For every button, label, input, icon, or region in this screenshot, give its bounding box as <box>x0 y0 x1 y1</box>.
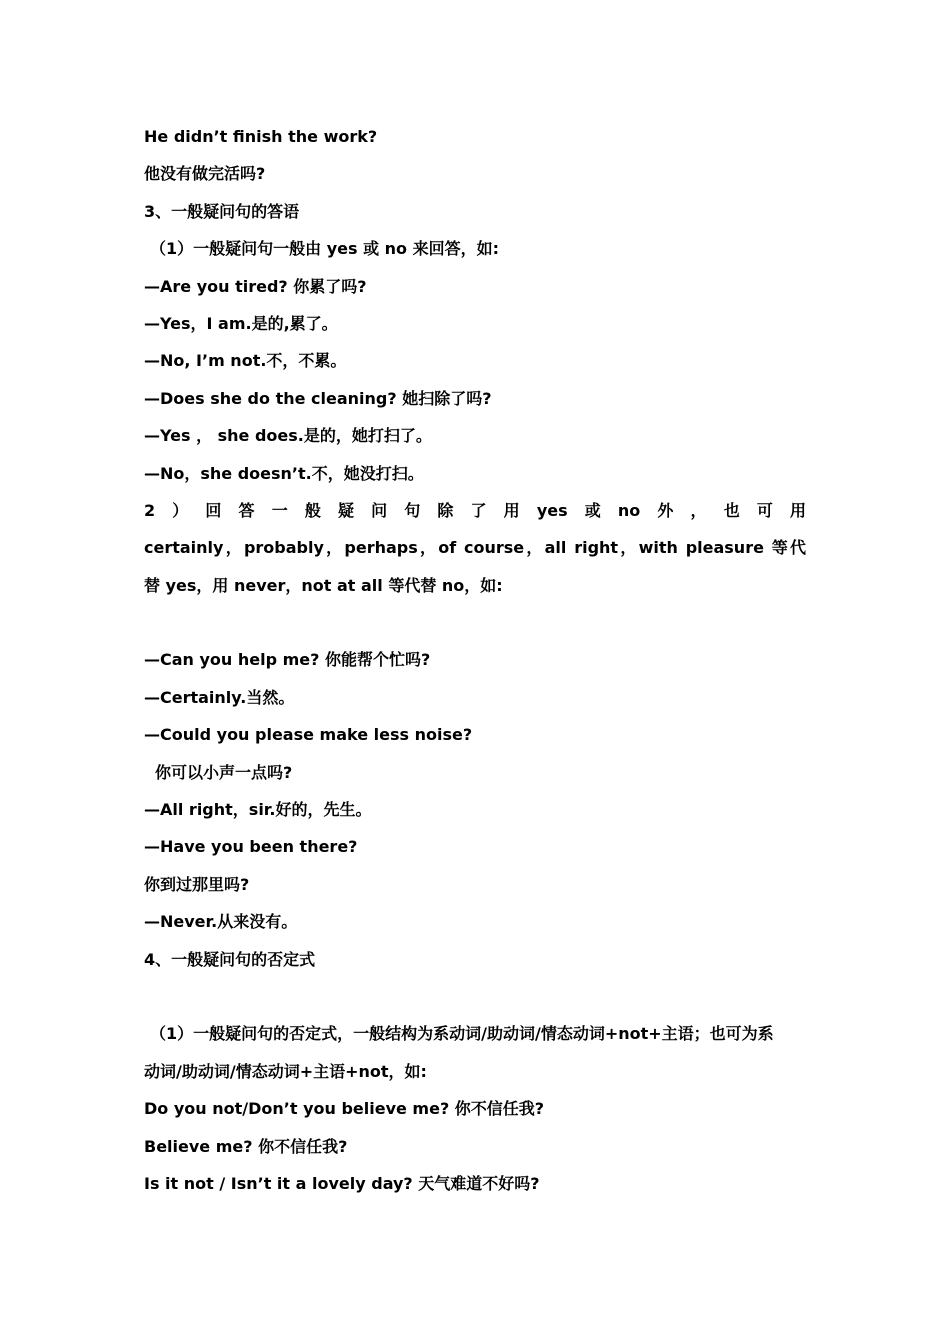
example-line: Believe me? 你不信任我? <box>144 1136 348 1156</box>
dialogue-line: —No，she doesn’t.不，她没打扫。 <box>144 463 424 483</box>
example-line: Do you not/Don’t you believe me? 你不信任我? <box>144 1099 545 1119</box>
dialogue-line: 你可以小声一点吗? <box>155 762 293 782</box>
dialogue-line: 你到过那里吗? <box>144 874 250 894</box>
dialogue-line: —Yes，I am.是的,累了。 <box>144 313 338 333</box>
dialogue-line: —No, I’m not.不，不累。 <box>144 351 347 371</box>
dialogue-line: —Never.从来没有。 <box>144 912 298 932</box>
dialogue-line: —Yes ， she does.是的，她打扫了。 <box>144 426 432 446</box>
text-line: 他没有做完活吗? <box>144 164 266 184</box>
justified-text-line: 2 ） 回 答 一 般 疑 问 句 除 了 用 yes 或 no 外 ， 也 可 用 <box>144 500 806 520</box>
dialogue-line: —Are you tired? 你累了吗? <box>144 276 367 296</box>
dialogue-line: —Certainly.当然。 <box>144 687 295 707</box>
text-line: certainly，probably，perhaps，of course，all right，with pleasure 等代 <box>144 538 806 558</box>
document-page <box>144 118 806 1202</box>
text-line: （1）一般疑问句的否定式，一般结构为系动词/助动词/情态动词+not+主语；也可为系 <box>150 1024 774 1044</box>
text-line: （1）一般疑问句一般由 yes 或 no 来回答，如: <box>150 239 500 259</box>
dialogue-line: —Could you please make less noise? <box>144 725 473 745</box>
text-line: He didn’t finish the work? <box>144 127 378 146</box>
blank-line <box>144 978 806 1015</box>
section-heading: 3、一般疑问句的答语 <box>144 201 300 221</box>
blank-line <box>144 604 806 641</box>
text-line: 动词/助动词/情态动词+主语+not，如: <box>144 1061 427 1081</box>
dialogue-line: —All right，sir.好的，先生。 <box>144 800 372 820</box>
example-line: Is it not / Isn’t it a lovely day? 天气难道不好吗? <box>144 1173 540 1193</box>
dialogue-line: —Can you help me? 你能帮个忙吗? <box>144 650 431 670</box>
dialogue-line: —Have you been there? <box>144 837 358 857</box>
section-heading: 4、一般疑问句的否定式 <box>144 949 316 969</box>
dialogue-line: —Does she do the cleaning? 她扫除了吗? <box>144 388 492 408</box>
text-line: 替 yes，用 never，not at all 等代替 no，如: <box>144 575 503 595</box>
